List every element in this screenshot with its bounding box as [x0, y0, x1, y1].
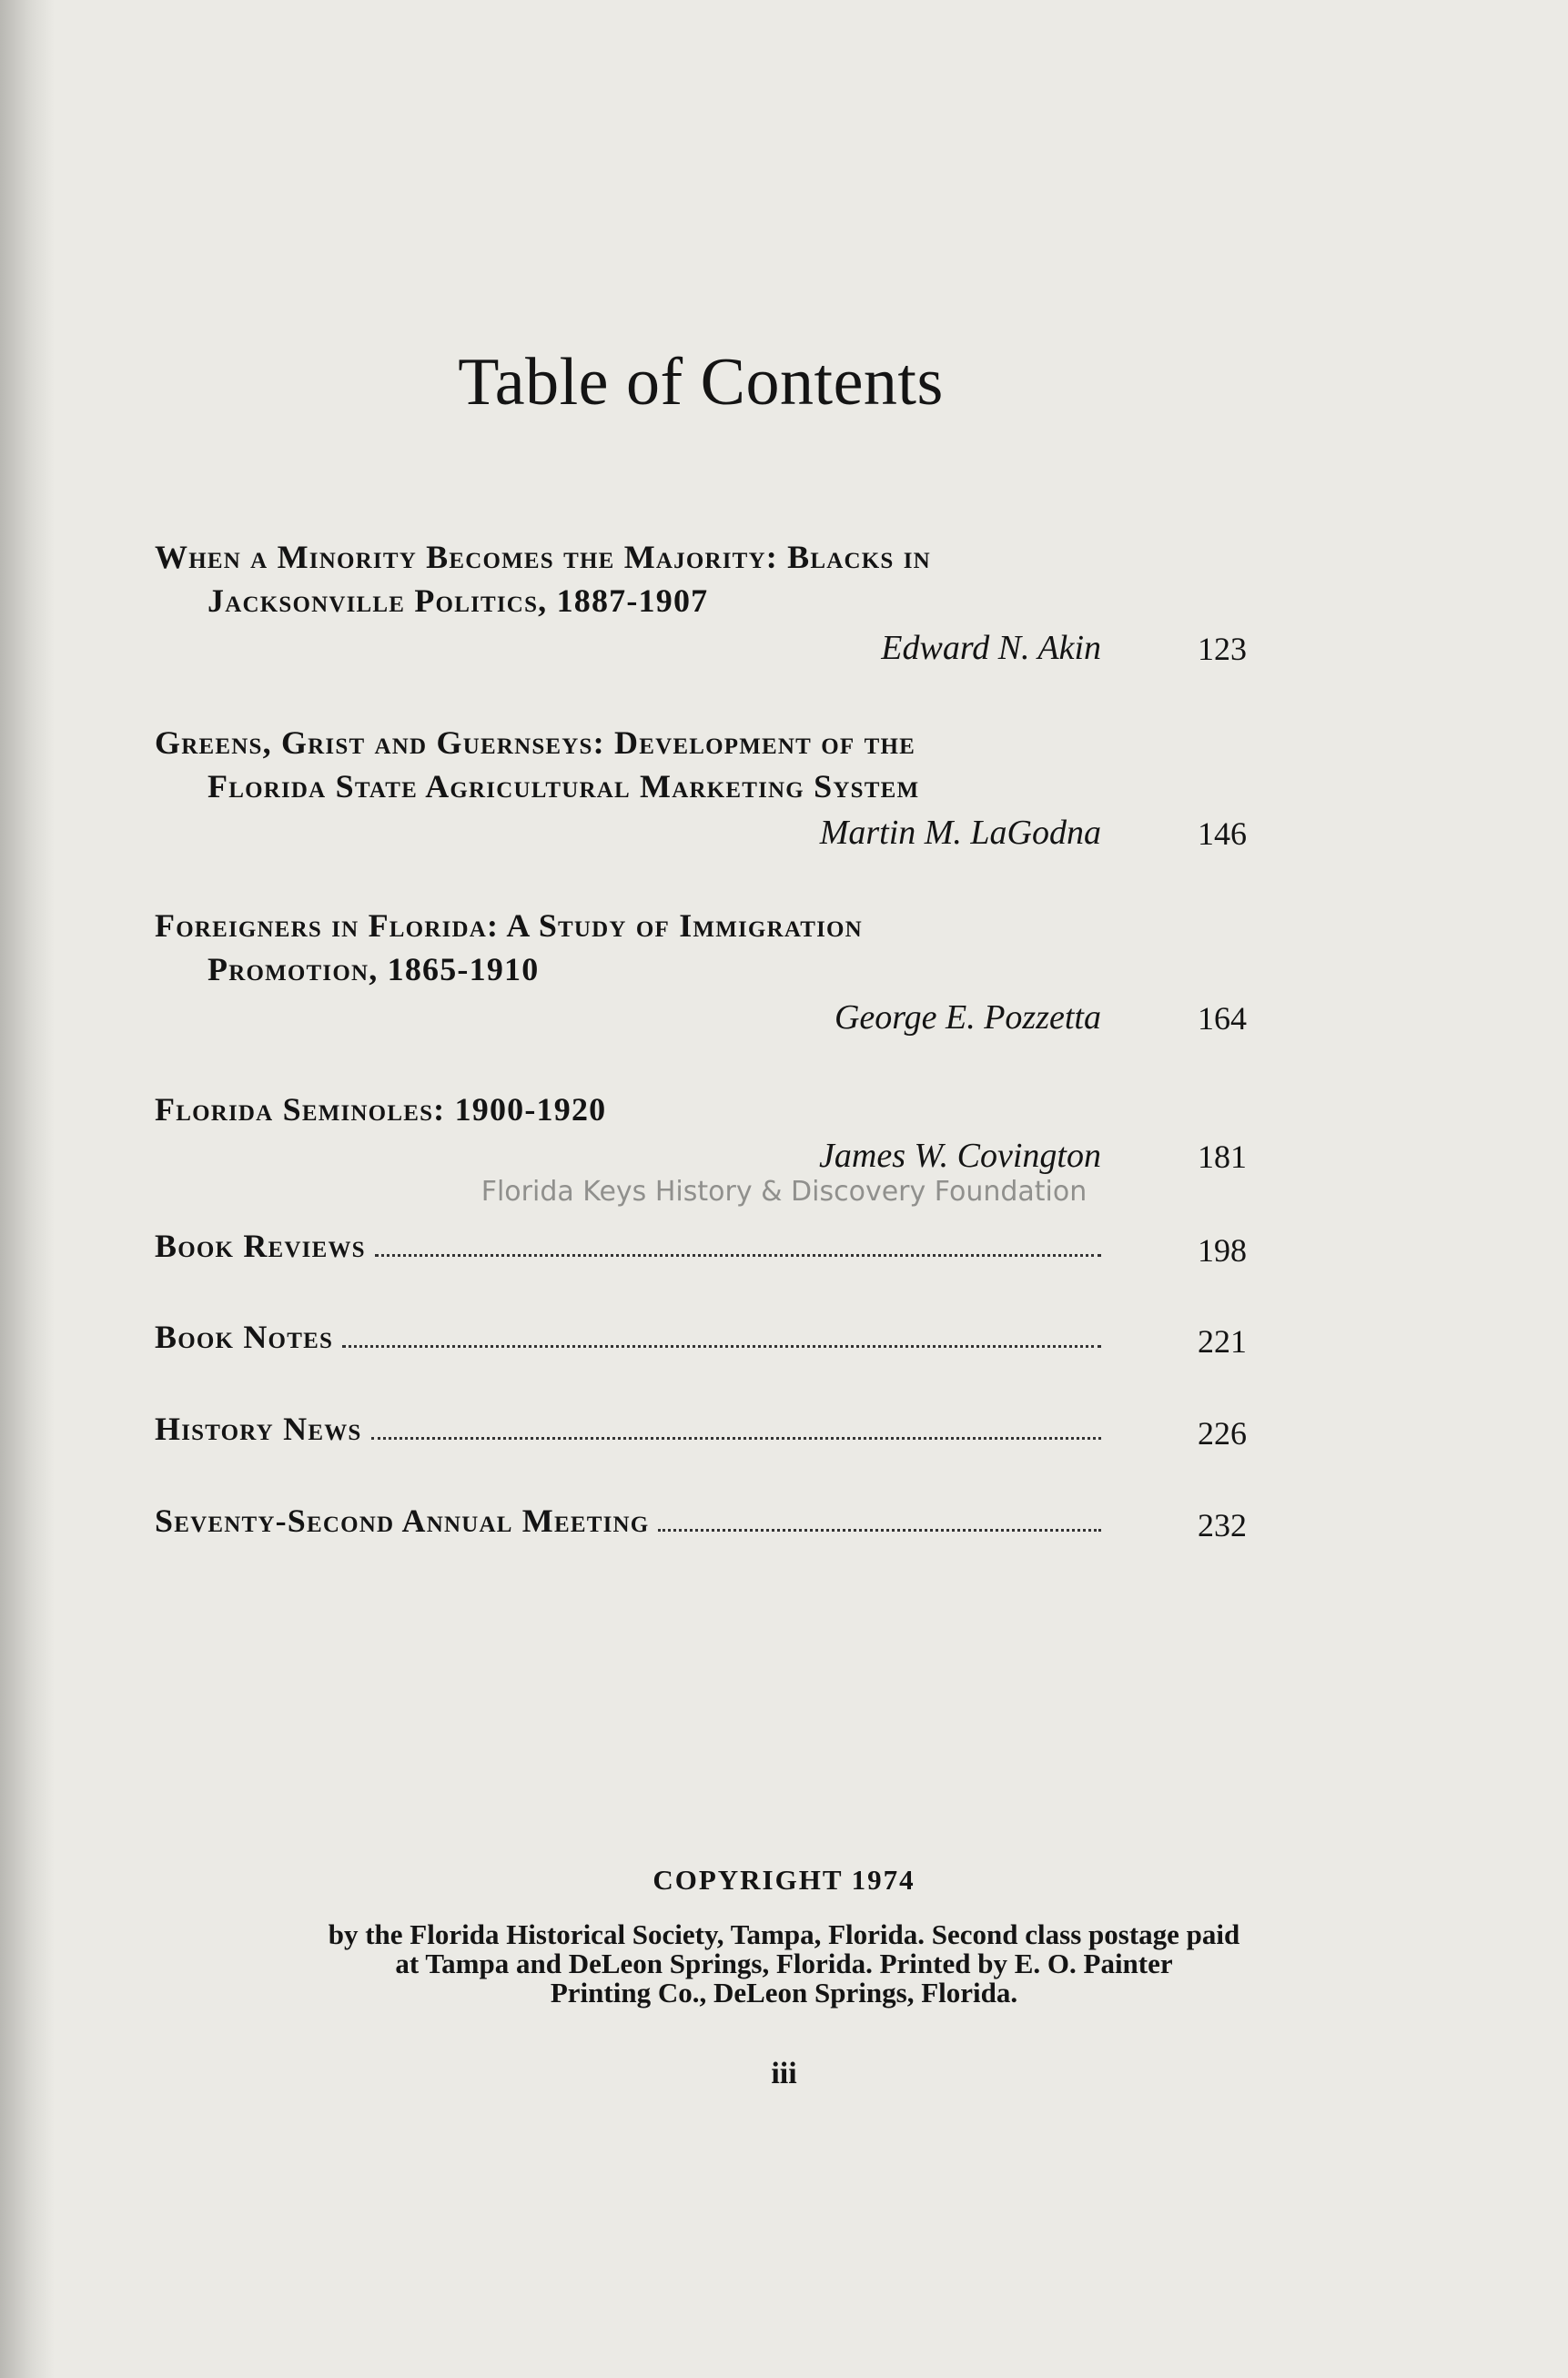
watermark-text: Florida Keys History & Discovery Foundation: [481, 1176, 1087, 1208]
dotted-leader: [342, 1345, 1101, 1348]
article-title-line1: Florida Seminoles: 1900-1920: [155, 1091, 607, 1128]
copyright-heading: COPYRIGHT 1974: [652, 1864, 916, 1896]
article-author: Edward N. Akin: [881, 629, 1101, 667]
article-page-number: 181: [1198, 1138, 1247, 1175]
section-entry-book-reviews[interactable]: [155, 1227, 1101, 1265]
section-page-number: 226: [1198, 1415, 1247, 1452]
article-page-number: 123: [1198, 631, 1247, 667]
section-entry-annual-meeting[interactable]: [155, 1502, 1101, 1540]
copyright-line: by the Florida Historical Society, Tampa, Florida. Second class postage paid: [328, 1918, 1240, 1950]
section-entry-book-notes[interactable]: [155, 1318, 1101, 1356]
article-title[interactable]: [155, 904, 863, 991]
section-page-number: 198: [1198, 1232, 1247, 1269]
article-author: George E. Pozzetta: [834, 998, 1101, 1037]
section-page-number: 221: [1198, 1323, 1247, 1360]
section-label: Book Notes: [155, 1319, 334, 1355]
section-page-number: 232: [1198, 1507, 1247, 1543]
article-author: Martin M. LaGodna: [819, 814, 1101, 852]
page-folio: iii: [771, 2057, 797, 2090]
article-title-line1: Foreigners in Florida: A Study of Immigration: [155, 907, 863, 944]
article-title-line1: Greens, Grist and Guernseys: Development of the: [155, 724, 916, 761]
page-title: Table of Contents: [458, 345, 944, 420]
article-title-line2: Florida State Agricultural Marketing System: [207, 768, 920, 804]
copyright-line: Printing Co., DeLeon Springs, Florida.: [550, 1977, 1018, 2009]
section-entry-history-news[interactable]: [155, 1410, 1101, 1448]
article-page-number: 164: [1198, 1000, 1247, 1037]
copyright-line: at Tampa and DeLeon Springs, Florida. Printed by E. O. Painter: [395, 1948, 1173, 1979]
article-title-line2: Jacksonville Politics, 1887-1907: [207, 582, 709, 619]
dotted-leader: [375, 1254, 1101, 1257]
article-title[interactable]: [155, 721, 919, 808]
article-author: James W. Covington: [819, 1137, 1101, 1175]
copyright-notice: [0, 1920, 1568, 2008]
article-title-line1: When a Minority Becomes the Majority: Blacks in: [155, 539, 931, 575]
article-title[interactable]: [155, 535, 931, 622]
section-label: Seventy-Second Annual Meeting: [155, 1503, 650, 1539]
article-page-number: 146: [1198, 815, 1247, 852]
article-title[interactable]: [155, 1088, 606, 1131]
section-label: Book Reviews: [155, 1228, 366, 1264]
article-title-line2: Promotion, 1865-1910: [207, 951, 540, 987]
section-label: History News: [155, 1411, 362, 1447]
dotted-leader: [658, 1529, 1101, 1532]
dotted-leader: [371, 1437, 1101, 1440]
